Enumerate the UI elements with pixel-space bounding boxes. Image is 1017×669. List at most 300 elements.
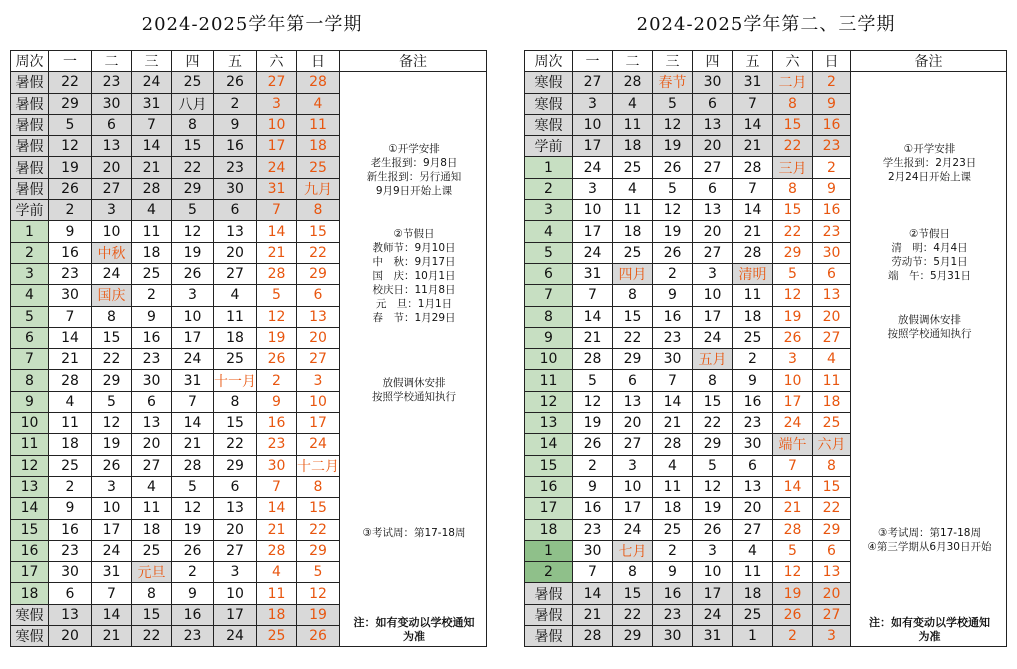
day-cell: 10 [573, 114, 613, 135]
day-cell: 7 [653, 370, 693, 391]
day-cell: 12 [49, 136, 92, 157]
day-cell: 19 [172, 242, 214, 263]
day-cell: 24 [92, 540, 132, 561]
week-label: 14 [11, 498, 49, 519]
day-cell: 17 [573, 136, 613, 157]
week-label: 暑假 [11, 93, 49, 114]
day-cell: 6 [92, 114, 132, 135]
day-cell: 18 [49, 434, 92, 455]
day-cell: 17 [693, 306, 733, 327]
day-cell: 13 [214, 498, 257, 519]
footer-note [344, 616, 484, 644]
day-cell: 中秋 [92, 242, 132, 263]
day-cell: 21 [257, 242, 297, 263]
day-cell: 12 [172, 221, 214, 242]
day-cell: 13 [49, 604, 92, 625]
day-cell: 2 [773, 626, 813, 647]
day-cell: 22 [49, 72, 92, 93]
note-line: 放假调休安排 [382, 377, 446, 390]
week-label: 8 [525, 306, 573, 327]
week-label: 1 [525, 540, 573, 561]
week-label: 1 [525, 157, 573, 178]
note-line: 按照学校通知执行 [372, 391, 456, 404]
day-cell: 13 [214, 221, 257, 242]
week-label: 1 [11, 221, 49, 242]
day-cell: 15 [297, 221, 340, 242]
day-cell: 22 [132, 626, 172, 647]
day-cell: 11 [653, 476, 693, 497]
day-cell: 30 [573, 540, 613, 561]
note-line: 春 节：1月29日 [372, 312, 456, 325]
day-cell: 28 [733, 157, 773, 178]
header-weekday: 二 [613, 51, 653, 72]
week-label: 2 [525, 178, 573, 199]
day-cell: 25 [813, 413, 851, 434]
week-label: 9 [11, 391, 49, 412]
day-cell: 26 [773, 327, 813, 348]
day-cell: 26 [573, 434, 613, 455]
day-cell: 3 [693, 263, 733, 284]
header-notes: 备注 [340, 51, 487, 72]
day-cell: 30 [693, 72, 733, 93]
header-weekday: 三 [653, 51, 693, 72]
day-cell: 17 [693, 583, 733, 604]
day-cell: 20 [214, 242, 257, 263]
day-cell: 16 [172, 604, 214, 625]
week-label: 暑假 [11, 178, 49, 199]
day-cell: 七月 [613, 540, 653, 561]
day-cell: 27 [813, 327, 851, 348]
day-cell: 21 [733, 221, 773, 242]
note-line: ③考试周：第17-18周 [362, 526, 466, 539]
day-cell: 24 [92, 263, 132, 284]
day-cell: 30 [653, 626, 693, 647]
day-cell: 18 [733, 306, 773, 327]
day-cell: 11 [733, 562, 773, 583]
day-cell: 30 [214, 178, 257, 199]
day-cell: 29 [172, 178, 214, 199]
week-label: 11 [525, 370, 573, 391]
note-block [855, 313, 1004, 341]
week-label: 17 [525, 498, 573, 519]
day-cell: 16 [49, 242, 92, 263]
note-line: 元 旦：1月1日 [375, 298, 453, 311]
day-cell: 八月 [172, 93, 214, 114]
note-line: ②节假日 [909, 228, 950, 241]
day-cell: 8 [613, 285, 653, 306]
day-cell: 6 [733, 455, 773, 476]
day-cell: 23 [813, 221, 851, 242]
day-cell: 20 [92, 157, 132, 178]
day-cell: 15 [693, 391, 733, 412]
week-label: 10 [11, 413, 49, 434]
day-cell: 3 [813, 626, 851, 647]
day-cell: 13 [132, 413, 172, 434]
day-cell: 3 [214, 562, 257, 583]
day-cell: 28 [653, 434, 693, 455]
day-cell: 24 [214, 626, 257, 647]
semester1-calendar-table [10, 50, 487, 647]
day-cell: 8 [773, 178, 813, 199]
day-cell: 25 [297, 157, 340, 178]
day-cell: 2 [257, 370, 297, 391]
day-cell: 2 [653, 263, 693, 284]
week-label: 暑假 [11, 72, 49, 93]
day-cell: 12 [653, 200, 693, 221]
day-cell: 5 [773, 263, 813, 284]
header-week: 周次 [11, 51, 49, 72]
week-label: 5 [11, 306, 49, 327]
day-cell: 20 [813, 306, 851, 327]
day-cell: 五月 [693, 349, 733, 370]
day-cell: 7 [257, 476, 297, 497]
day-cell: 清明 [733, 263, 773, 284]
day-cell: 3 [573, 93, 613, 114]
day-cell: 17 [92, 519, 132, 540]
day-cell: 14 [733, 114, 773, 135]
week-label: 7 [525, 285, 573, 306]
day-cell: 15 [773, 200, 813, 221]
note-line: 新生报到：另行通知 [366, 171, 462, 184]
semester2-calendar-table [524, 50, 1007, 647]
day-cell: 22 [613, 327, 653, 348]
day-cell: 15 [214, 413, 257, 434]
day-cell: 17 [297, 413, 340, 434]
week-label: 15 [525, 455, 573, 476]
day-cell: 6 [214, 200, 257, 221]
day-cell: 17 [613, 498, 653, 519]
day-cell: 17 [573, 221, 613, 242]
day-cell: 29 [613, 626, 653, 647]
week-label: 2 [525, 562, 573, 583]
day-cell: 6 [813, 540, 851, 561]
week-label: 寒假 [525, 93, 573, 114]
day-cell: 春节 [653, 72, 693, 93]
note-line: 按照学校通知执行 [887, 327, 972, 340]
day-cell: 6 [132, 391, 172, 412]
day-cell: 13 [813, 285, 851, 306]
week-label: 学前 [11, 200, 49, 221]
day-cell: 23 [653, 327, 693, 348]
day-cell: 28 [257, 540, 297, 561]
day-cell: 5 [92, 391, 132, 412]
day-cell: 12 [773, 562, 813, 583]
day-cell: 26 [172, 263, 214, 284]
day-cell: 21 [573, 604, 613, 625]
day-cell: 16 [132, 327, 172, 348]
day-cell: 19 [573, 413, 613, 434]
day-cell: 元旦 [132, 562, 172, 583]
day-cell: 11 [214, 306, 257, 327]
note-line: 教师节：9月10日 [372, 242, 456, 255]
week-label: 暑假 [11, 114, 49, 135]
header-weekday: 六 [257, 51, 297, 72]
day-cell: 2 [49, 476, 92, 497]
day-cell: 18 [257, 604, 297, 625]
day-cell: 14 [257, 498, 297, 519]
day-cell: 18 [297, 136, 340, 157]
day-cell: 22 [172, 157, 214, 178]
day-cell: 4 [257, 562, 297, 583]
day-cell: 23 [172, 626, 214, 647]
day-cell: 9 [653, 285, 693, 306]
day-cell: 18 [132, 519, 172, 540]
day-cell: 26 [297, 626, 340, 647]
day-cell: 24 [773, 413, 813, 434]
day-cell: 12 [257, 306, 297, 327]
day-cell: 10 [92, 498, 132, 519]
day-cell: 2 [49, 200, 92, 221]
note-line: ①开学安排 [903, 143, 956, 156]
header-weekday: 一 [573, 51, 613, 72]
day-cell: 7 [733, 178, 773, 199]
week-label: 暑假 [525, 626, 573, 647]
day-cell: 10 [257, 114, 297, 135]
day-cell: 31 [733, 72, 773, 93]
day-cell: 14 [92, 604, 132, 625]
day-cell: 24 [257, 157, 297, 178]
day-cell: 4 [613, 93, 653, 114]
day-cell: 2 [214, 93, 257, 114]
footer-note [855, 616, 1004, 644]
day-cell: 6 [49, 583, 92, 604]
day-cell: 20 [297, 327, 340, 348]
week-label: 10 [525, 349, 573, 370]
note-line: 国 庆：10月1日 [372, 270, 456, 283]
day-cell: 29 [49, 93, 92, 114]
day-cell: 8 [613, 562, 653, 583]
day-cell: 23 [813, 136, 851, 157]
day-cell: 25 [733, 327, 773, 348]
day-cell: 18 [613, 136, 653, 157]
note-line: ②节假日 [393, 228, 435, 241]
day-cell: 19 [653, 136, 693, 157]
note-block [855, 227, 1004, 283]
day-cell: 8 [172, 114, 214, 135]
day-cell: 27 [92, 178, 132, 199]
day-cell: 19 [257, 327, 297, 348]
day-cell: 15 [172, 136, 214, 157]
day-cell: 6 [214, 476, 257, 497]
day-cell: 5 [773, 540, 813, 561]
day-cell: 30 [49, 562, 92, 583]
header-weekday: 六 [773, 51, 813, 72]
day-cell: 30 [257, 455, 297, 476]
header-weekday: 二 [92, 51, 132, 72]
day-cell: 18 [733, 583, 773, 604]
day-cell: 26 [773, 604, 813, 625]
day-cell: 三月 [773, 157, 813, 178]
day-cell: 7 [132, 114, 172, 135]
day-cell: 18 [132, 242, 172, 263]
week-label: 18 [525, 519, 573, 540]
day-cell: 25 [653, 519, 693, 540]
week-label: 暑假 [11, 136, 49, 157]
day-cell: 7 [733, 93, 773, 114]
day-cell: 23 [92, 72, 132, 93]
day-cell: 17 [257, 136, 297, 157]
header-weekday: 五 [733, 51, 773, 72]
day-cell: 25 [49, 455, 92, 476]
day-cell: 20 [214, 519, 257, 540]
day-cell: 10 [693, 285, 733, 306]
day-cell: 4 [132, 200, 172, 221]
day-cell: 22 [613, 604, 653, 625]
day-cell: 28 [49, 370, 92, 391]
day-cell: 3 [172, 285, 214, 306]
day-cell: 29 [297, 263, 340, 284]
day-cell: 四月 [613, 263, 653, 284]
day-cell: 30 [813, 242, 851, 263]
day-cell: 5 [653, 93, 693, 114]
day-cell: 16 [653, 583, 693, 604]
day-cell: 24 [172, 349, 214, 370]
day-cell: 25 [132, 540, 172, 561]
day-cell: 26 [214, 72, 257, 93]
day-cell: 23 [733, 413, 773, 434]
day-cell: 16 [257, 413, 297, 434]
day-cell: 14 [773, 476, 813, 497]
day-cell: 11 [613, 200, 653, 221]
day-cell: 12 [653, 114, 693, 135]
day-cell: 18 [214, 327, 257, 348]
day-cell: 27 [693, 157, 733, 178]
week-label: 暑假 [525, 604, 573, 625]
day-cell: 5 [297, 562, 340, 583]
day-cell: 11 [49, 413, 92, 434]
day-cell: 13 [693, 200, 733, 221]
day-cell: 8 [92, 306, 132, 327]
day-cell: 23 [49, 540, 92, 561]
header-week: 周次 [525, 51, 573, 72]
day-cell: 21 [172, 434, 214, 455]
day-cell: 国庆 [92, 285, 132, 306]
day-cell: 31 [92, 562, 132, 583]
day-cell: 28 [613, 72, 653, 93]
note-line: 端 午：5月31日 [887, 270, 972, 283]
header-row [11, 51, 487, 72]
day-cell: 21 [132, 157, 172, 178]
day-cell: 14 [132, 136, 172, 157]
day-cell: 25 [257, 626, 297, 647]
day-cell: 20 [613, 413, 653, 434]
day-cell: 26 [693, 519, 733, 540]
day-cell: 4 [49, 391, 92, 412]
note-line: 2月24日开始上课 [887, 171, 972, 184]
day-cell: 23 [653, 604, 693, 625]
day-cell: 10 [693, 562, 733, 583]
day-cell: 11 [733, 285, 773, 306]
note-block [855, 142, 1004, 184]
footer-line: 注：如有变动以学校通知 [353, 616, 475, 630]
week-label: 16 [11, 540, 49, 561]
day-cell: 30 [92, 93, 132, 114]
day-cell: 九月 [297, 178, 340, 199]
day-cell: 24 [613, 519, 653, 540]
week-label: 学前 [525, 136, 573, 157]
day-cell: 15 [613, 583, 653, 604]
day-cell: 16 [813, 114, 851, 135]
week-label: 6 [525, 263, 573, 284]
note-line: ④第三学期从6月30日开始 [867, 540, 992, 553]
day-cell: 10 [773, 370, 813, 391]
week-label: 2 [11, 242, 49, 263]
day-cell: 22 [297, 242, 340, 263]
notes-column [340, 72, 487, 647]
day-cell: 23 [214, 157, 257, 178]
day-cell: 21 [573, 327, 613, 348]
day-cell: 20 [733, 498, 773, 519]
day-cell: 28 [733, 242, 773, 263]
day-cell: 24 [573, 157, 613, 178]
day-cell: 8 [693, 370, 733, 391]
week-label: 寒假 [525, 72, 573, 93]
day-cell: 十二月 [297, 455, 340, 476]
day-cell: 4 [613, 178, 653, 199]
week-label: 13 [11, 476, 49, 497]
day-cell: 7 [573, 285, 613, 306]
day-cell: 20 [132, 434, 172, 455]
day-cell: 22 [92, 349, 132, 370]
day-cell: 19 [653, 221, 693, 242]
day-cell: 2 [573, 455, 613, 476]
week-label: 寒假 [525, 114, 573, 135]
day-cell: 19 [773, 583, 813, 604]
day-cell: 9 [49, 498, 92, 519]
note-line: ③考试周：第17-18周 [878, 526, 981, 539]
day-cell: 4 [214, 285, 257, 306]
day-cell: 29 [297, 540, 340, 561]
day-cell: 11 [813, 370, 851, 391]
day-cell: 20 [693, 221, 733, 242]
week-label: 18 [11, 583, 49, 604]
day-cell: 22 [214, 434, 257, 455]
day-cell: 13 [297, 306, 340, 327]
day-cell: 19 [49, 157, 92, 178]
day-cell: 六月 [813, 434, 851, 455]
day-cell: 23 [132, 349, 172, 370]
week-label: 8 [11, 370, 49, 391]
week-label: 12 [525, 391, 573, 412]
week-label: 寒假 [11, 626, 49, 647]
day-cell: 8 [813, 455, 851, 476]
day-cell: 11 [297, 114, 340, 135]
day-cell: 2 [733, 349, 773, 370]
note-block [344, 376, 484, 404]
day-cell: 28 [573, 626, 613, 647]
day-cell: 8 [214, 391, 257, 412]
day-cell: 14 [257, 221, 297, 242]
day-cell: 22 [813, 498, 851, 519]
day-cell: 19 [92, 434, 132, 455]
day-cell: 5 [653, 178, 693, 199]
week-label: 4 [525, 221, 573, 242]
footer-line: 为准 [403, 630, 425, 644]
day-cell: 7 [257, 200, 297, 221]
note-line: ①开学安排 [388, 143, 440, 156]
day-cell: 11 [257, 583, 297, 604]
day-cell: 5 [257, 285, 297, 306]
week-label: 5 [525, 242, 573, 263]
day-cell: 2 [132, 285, 172, 306]
day-cell: 27 [214, 263, 257, 284]
day-cell: 11 [132, 221, 172, 242]
day-cell: 端午 [773, 434, 813, 455]
day-cell: 21 [49, 349, 92, 370]
day-cell: 4 [132, 476, 172, 497]
day-cell: 9 [132, 306, 172, 327]
header-weekday: 三 [132, 51, 172, 72]
